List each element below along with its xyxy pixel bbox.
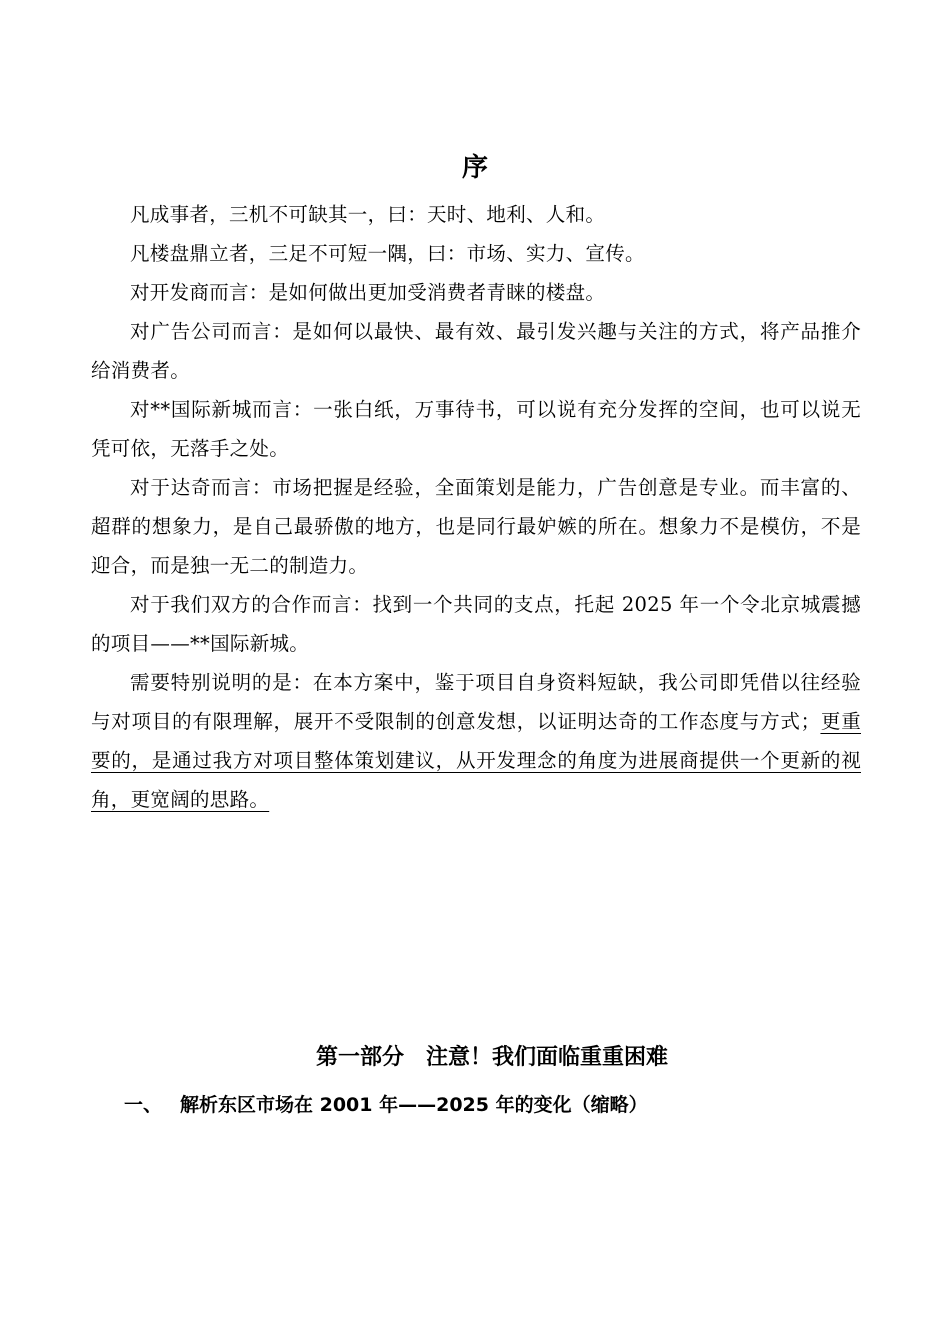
paragraph-3: 对开发商而言：是如何做出更加受消费者青睐的楼盘。 bbox=[130, 281, 606, 304]
paragraph-5: 对**国际新城而言：一张白纸，万事待书，可以说有充分发挥的空间，也可以说无凭可依，无落手之处。 bbox=[91, 398, 861, 460]
paragraph-6: 对于达奇而言：市场把握是经验，全面策划是能力，广告创意是专业。而丰富的、超群的想象力，是自己最骄傲的地方，也是同行最妒嫉的所在。想象力不是模仿，不是迎合，而是独一无二的制造力。 bbox=[91, 476, 861, 577]
paragraph-2: 凡楼盘鼎立者，三足不可短一隅，曰：市场、实力、宣传。 bbox=[130, 242, 645, 265]
section-heading-text: 解析东区市场在 2001 年——2025 年的变化（缩略） bbox=[180, 1094, 648, 1116]
paragraph-1: 凡成事者，三机不可缺其一，曰：天时、地利、人和。 bbox=[130, 203, 606, 226]
paragraph-4: 对广告公司而言：是如何以最快、最有效、最引发兴趣与关注的方式，将产品推介给消费者。 bbox=[91, 320, 861, 382]
part-one-heading: 第一部分 注意！我们面临重重困难 bbox=[315, 1045, 668, 1070]
paragraph-7: 对于我们双方的合作而言：找到一个共同的支点，托起 2025 年一个令北京城震撼的项目——**国际新城。 bbox=[91, 593, 861, 655]
special-note-underlined-text: 更重要的，是通过我方对项目整体策划建议，从开发理念的角度为进展商提供一个更新的视角，更宽阔的思路。 bbox=[91, 710, 861, 811]
document-title: 序 bbox=[461, 153, 488, 183]
special-note-text: 需要特别说明的是：在本方案中，鉴于项目自身资料短缺，我公司即凭借以往经验与对项目的有限理解，展开不受限制的创意发想，以证明达奇的工作态度与方式； bbox=[91, 671, 861, 733]
section-one-heading bbox=[124, 1088, 648, 1122]
preface-body bbox=[91, 195, 861, 819]
special-note-paragraph bbox=[91, 663, 861, 819]
section-number: 一、 bbox=[124, 1094, 163, 1116]
